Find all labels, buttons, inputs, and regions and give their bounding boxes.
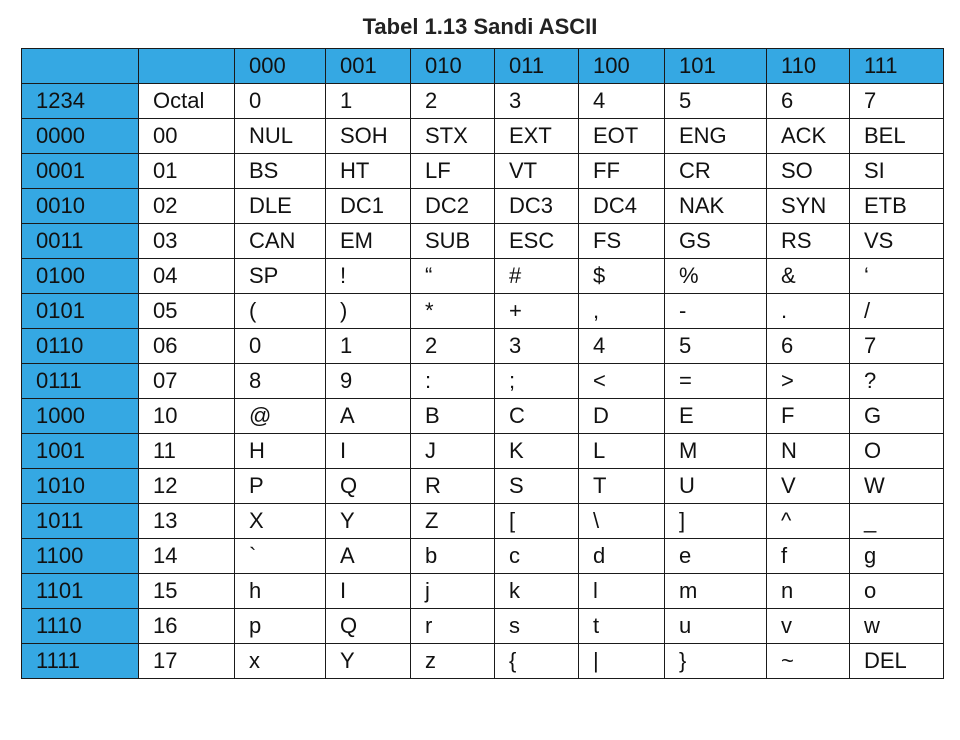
table-row	[22, 84, 944, 119]
table-row	[22, 154, 944, 189]
octal-corner-cell	[139, 49, 235, 84]
table-cell: 8	[235, 364, 326, 399]
table-cell: ;	[495, 364, 579, 399]
table-cell: H	[235, 434, 326, 469]
table-cell: “	[411, 259, 495, 294]
table-cell: BEL	[850, 119, 944, 154]
table-cell: 4	[579, 329, 665, 364]
table-cell: SO	[767, 154, 850, 189]
table-cell: W	[850, 469, 944, 504]
table-cell: /	[850, 294, 944, 329]
table-cell: SOH	[326, 119, 411, 154]
table-cell: SUB	[411, 224, 495, 259]
table-cell: NUL	[235, 119, 326, 154]
column-header: 011	[495, 49, 579, 84]
table-cell: l	[579, 574, 665, 609]
table-cell: <	[579, 364, 665, 399]
table-cell: n	[767, 574, 850, 609]
table-cell: J	[411, 434, 495, 469]
table-cell: DEL	[850, 644, 944, 679]
row-binary-header: 1110	[22, 609, 139, 644]
row-binary-header: 0010	[22, 189, 139, 224]
table-cell: BS	[235, 154, 326, 189]
table-cell: K	[495, 434, 579, 469]
table-cell: EXT	[495, 119, 579, 154]
table-cell: P	[235, 469, 326, 504]
table-cell: \	[579, 504, 665, 539]
row-octal-cell: 10	[139, 399, 235, 434]
table-cell: HT	[326, 154, 411, 189]
row-binary-header: 1234	[22, 84, 139, 119]
table-cell: L	[579, 434, 665, 469]
table-cell: [	[495, 504, 579, 539]
column-header: 001	[326, 49, 411, 84]
table-cell: FF	[579, 154, 665, 189]
table-cell: CAN	[235, 224, 326, 259]
table-cell: A	[326, 539, 411, 574]
table-title: Tabel 1.13 Sandi ASCII	[362, 14, 598, 39]
table-cell: N	[767, 434, 850, 469]
table-cell: #	[495, 259, 579, 294]
column-header: 010	[411, 49, 495, 84]
table-row	[22, 539, 944, 574]
row-octal-cell: 02	[139, 189, 235, 224]
column-header: 101	[665, 49, 767, 84]
table-cell: U	[665, 469, 767, 504]
table-cell: DC2	[411, 189, 495, 224]
row-octal-cell: 05	[139, 294, 235, 329]
column-header: 000	[235, 49, 326, 84]
table-cell: b	[411, 539, 495, 574]
row-octal-cell: 14	[139, 539, 235, 574]
table-cell: G	[850, 399, 944, 434]
table-cell: VS	[850, 224, 944, 259]
table-cell: DC1	[326, 189, 411, 224]
table-cell: (	[235, 294, 326, 329]
table-cell: NAK	[665, 189, 767, 224]
table-cell: |	[579, 644, 665, 679]
table-cell: A	[326, 399, 411, 434]
table-cell: c	[495, 539, 579, 574]
table-cell: SYN	[767, 189, 850, 224]
table-cell: ‘	[850, 259, 944, 294]
table-cell: *	[411, 294, 495, 329]
table-cell: >	[767, 364, 850, 399]
row-octal-cell: 13	[139, 504, 235, 539]
table-cell: !	[326, 259, 411, 294]
table-cell: 4	[579, 84, 665, 119]
table-cell: %	[665, 259, 767, 294]
table-cell: GS	[665, 224, 767, 259]
table-cell: o	[850, 574, 944, 609]
table-row	[22, 224, 944, 259]
table-cell: v	[767, 609, 850, 644]
table-row	[22, 364, 944, 399]
table-row	[22, 399, 944, 434]
table-cell: `	[235, 539, 326, 574]
row-binary-header: 1001	[22, 434, 139, 469]
row-binary-header: 0100	[22, 259, 139, 294]
table-cell: 5	[665, 84, 767, 119]
table-cell: m	[665, 574, 767, 609]
row-octal-cell: 12	[139, 469, 235, 504]
table-cell: w	[850, 609, 944, 644]
table-cell: T	[579, 469, 665, 504]
table-cell: O	[850, 434, 944, 469]
row-octal-cell: 07	[139, 364, 235, 399]
table-cell: @	[235, 399, 326, 434]
table-cell: D	[579, 399, 665, 434]
table-cell: DC4	[579, 189, 665, 224]
table-row	[22, 574, 944, 609]
table-cell: B	[411, 399, 495, 434]
table-cell: +	[495, 294, 579, 329]
column-header: 100	[579, 49, 665, 84]
table-cell: &	[767, 259, 850, 294]
corner-cell	[22, 49, 139, 84]
table-cell: X	[235, 504, 326, 539]
row-binary-header: 1010	[22, 469, 139, 504]
table-row	[22, 189, 944, 224]
table-cell: Y	[326, 504, 411, 539]
table-cell: EM	[326, 224, 411, 259]
row-binary-header: 0011	[22, 224, 139, 259]
table-cell: ]	[665, 504, 767, 539]
table-row	[22, 294, 944, 329]
table-cell: u	[665, 609, 767, 644]
row-octal-cell: 01	[139, 154, 235, 189]
table-cell: Z	[411, 504, 495, 539]
table-cell: E	[665, 399, 767, 434]
table-cell: t	[579, 609, 665, 644]
table-cell: STX	[411, 119, 495, 154]
table-cell: {	[495, 644, 579, 679]
table-cell: $	[579, 259, 665, 294]
table-cell: 0	[235, 84, 326, 119]
table-row	[22, 329, 944, 364]
row-octal-cell: 16	[139, 609, 235, 644]
table-cell: I	[326, 574, 411, 609]
table-cell: 7	[850, 329, 944, 364]
table-cell: r	[411, 609, 495, 644]
row-octal-cell: Octal	[139, 84, 235, 119]
table-cell: SI	[850, 154, 944, 189]
row-binary-header: 1011	[22, 504, 139, 539]
table-cell: 7	[850, 84, 944, 119]
table-row	[22, 609, 944, 644]
table-cell: f	[767, 539, 850, 574]
table-row	[22, 434, 944, 469]
table-cell: 5	[665, 329, 767, 364]
table-cell: LF	[411, 154, 495, 189]
table-cell: s	[495, 609, 579, 644]
table-cell: SP	[235, 259, 326, 294]
table-cell: EOT	[579, 119, 665, 154]
table-row	[22, 119, 944, 154]
table-row	[22, 504, 944, 539]
table-row	[22, 469, 944, 504]
row-binary-header: 0001	[22, 154, 139, 189]
row-octal-cell: 04	[139, 259, 235, 294]
table-cell: e	[665, 539, 767, 574]
table-cell: 2	[411, 329, 495, 364]
table-cell: 6	[767, 329, 850, 364]
table-cell: C	[495, 399, 579, 434]
table-cell: ESC	[495, 224, 579, 259]
table-cell: ,	[579, 294, 665, 329]
table-cell: 1	[326, 329, 411, 364]
table-cell: 1	[326, 84, 411, 119]
header-row	[22, 49, 944, 84]
table-cell: -	[665, 294, 767, 329]
table-cell: p	[235, 609, 326, 644]
table-cell: h	[235, 574, 326, 609]
table-cell: j	[411, 574, 495, 609]
column-header: 110	[767, 49, 850, 84]
table-row	[22, 259, 944, 294]
row-octal-cell: 00	[139, 119, 235, 154]
table-cell: V	[767, 469, 850, 504]
row-binary-header: 1000	[22, 399, 139, 434]
table-cell: }	[665, 644, 767, 679]
table-cell: ENG	[665, 119, 767, 154]
row-binary-header: 0110	[22, 329, 139, 364]
row-octal-cell: 15	[139, 574, 235, 609]
ascii-table	[21, 48, 944, 679]
table-cell: 2	[411, 84, 495, 119]
table-cell: DLE	[235, 189, 326, 224]
row-binary-header: 0111	[22, 364, 139, 399]
table-cell: ACK	[767, 119, 850, 154]
table-cell: ^	[767, 504, 850, 539]
table-cell: 3	[495, 84, 579, 119]
table-cell: g	[850, 539, 944, 574]
table-cell: Q	[326, 469, 411, 504]
table-cell: S	[495, 469, 579, 504]
row-binary-header: 1111	[22, 644, 139, 679]
table-cell: ETB	[850, 189, 944, 224]
table-cell: ?	[850, 364, 944, 399]
table-cell: ~	[767, 644, 850, 679]
row-octal-cell: 11	[139, 434, 235, 469]
table-cell: k	[495, 574, 579, 609]
table-cell: I	[326, 434, 411, 469]
table-cell: F	[767, 399, 850, 434]
row-binary-header: 0000	[22, 119, 139, 154]
table-cell: DC3	[495, 189, 579, 224]
row-octal-cell: 17	[139, 644, 235, 679]
table-cell: FS	[579, 224, 665, 259]
table-cell: 6	[767, 84, 850, 119]
table-cell: RS	[767, 224, 850, 259]
table-row	[22, 644, 944, 679]
table-cell: Q	[326, 609, 411, 644]
table-cell: 9	[326, 364, 411, 399]
table-cell: M	[665, 434, 767, 469]
row-binary-header: 1100	[22, 539, 139, 574]
row-binary-header: 0101	[22, 294, 139, 329]
row-octal-cell: 03	[139, 224, 235, 259]
table-cell: 0	[235, 329, 326, 364]
table-cell: )	[326, 294, 411, 329]
table-cell: _	[850, 504, 944, 539]
table-cell: 3	[495, 329, 579, 364]
table-cell: x	[235, 644, 326, 679]
table-cell: =	[665, 364, 767, 399]
table-cell: d	[579, 539, 665, 574]
row-octal-cell: 06	[139, 329, 235, 364]
table-cell: z	[411, 644, 495, 679]
column-header: 111	[850, 49, 944, 84]
row-binary-header: 1101	[22, 574, 139, 609]
table-cell: :	[411, 364, 495, 399]
table-cell: Y	[326, 644, 411, 679]
table-cell: R	[411, 469, 495, 504]
table-cell: CR	[665, 154, 767, 189]
table-cell: VT	[495, 154, 579, 189]
table-cell: .	[767, 294, 850, 329]
